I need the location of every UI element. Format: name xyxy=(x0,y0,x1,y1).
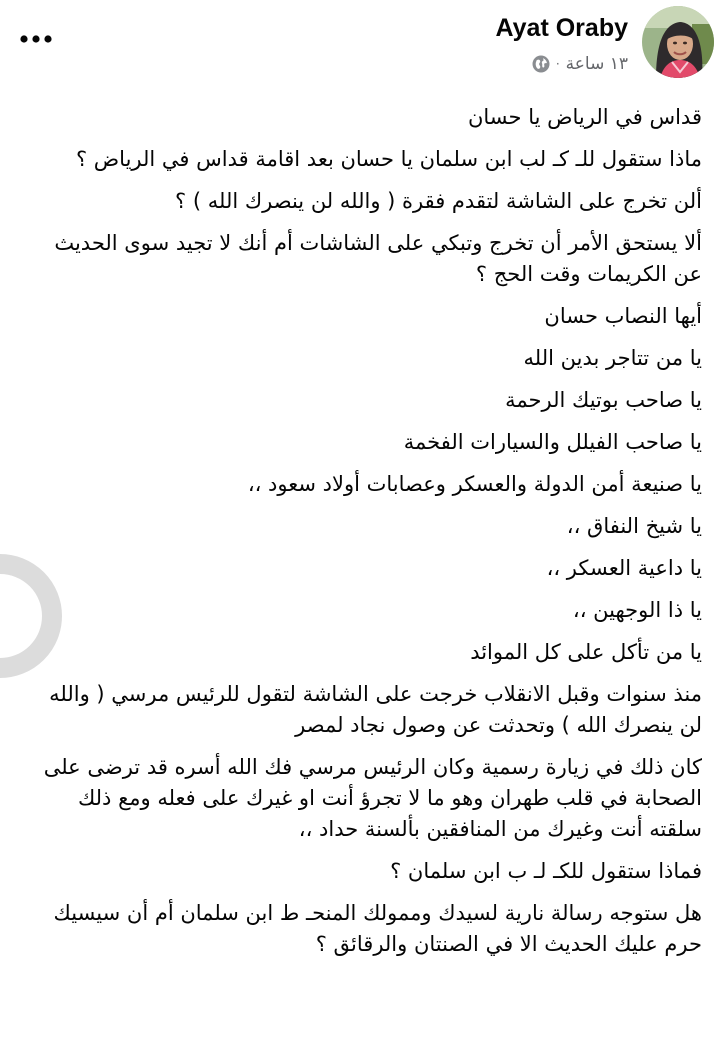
post-paragraph: ألن تخرج على الشاشة لتقدم فقرة ( والله لن ينصرك الله ) ؟ xyxy=(175,189,702,213)
post-paragraph: يا شيخ النفاق ،، xyxy=(566,514,702,538)
post-paragraph: يا ذا الوجهين ،، xyxy=(572,598,702,622)
post-text xyxy=(22,102,702,971)
post-paragraph: أيها النصاب حسان xyxy=(544,304,702,328)
author-name[interactable]: Ayat Oraby xyxy=(495,14,628,42)
post-header xyxy=(0,0,720,96)
post-paragraph: منذ سنوات وقبل الانقلاب خرجت على الشاشة لتقول للرئيس مرسي ( والله لن ينصرك الله ) وتحدثت عن وصول نجاد لمصر xyxy=(49,682,702,737)
more-horizontal-icon xyxy=(20,35,52,43)
post-paragraph: يا من تأكل على كل الموائد xyxy=(470,640,702,664)
post-paragraph: كان ذلك في زيارة رسمية وكان الرئيس مرسي فك الله أسره قد ترضى على الصحابة في قلب طهران وهو ما لا تجرؤ أنت او غيرك على فعله ومع ذلك سلقته أنت وغيرك من المنافقين بألسنة حداد ،، xyxy=(43,755,702,841)
post-paragraph: قداس في الرياض يا حسان xyxy=(467,105,702,129)
avatar[interactable] xyxy=(642,6,714,78)
post-paragraph: يا من تتاجر بدين الله xyxy=(523,346,702,370)
post-paragraph: هل ستوجه رسالة نارية لسيدك وممولك المنحـ ط ابن سلمان أم أن سيسيك حرم عليك الحديث الا في الصنتان والرقائق ؟ xyxy=(53,901,702,956)
profile-photo xyxy=(642,6,714,78)
post-paragraph: ألا يستحق الأمر أن تخرج وتبكي على الشاشات أم أنك لا تجيد سوى الحديث عن الكريمات وقت الحج ؟ xyxy=(54,231,702,286)
post-meta xyxy=(532,54,628,74)
post-paragraph: يا داعية العسكر ،، xyxy=(546,556,702,580)
meta-separator: · xyxy=(555,57,560,71)
globe-icon xyxy=(532,55,550,73)
post-paragraph: يا صاحب الفيلل والسيارات الفخمة xyxy=(403,430,702,454)
post-paragraph: يا صنيعة أمن الدولة والعسكر وعصابات أولاد سعود ،، xyxy=(247,472,702,496)
post-paragraph: يا صاحب بوتيك الرحمة xyxy=(505,388,702,412)
post-paragraph: فماذا ستقول للكـ لـ ب ابن سلمان ؟ xyxy=(390,859,702,883)
post-timestamp[interactable]: ١٣ ساعة xyxy=(565,54,628,74)
more-options-button[interactable] xyxy=(14,24,58,54)
post-paragraph: ماذا ستقول للـ كـ لب ابن سلمان يا حسان بعد اقامة قداس في الرياض ؟ xyxy=(75,147,702,171)
